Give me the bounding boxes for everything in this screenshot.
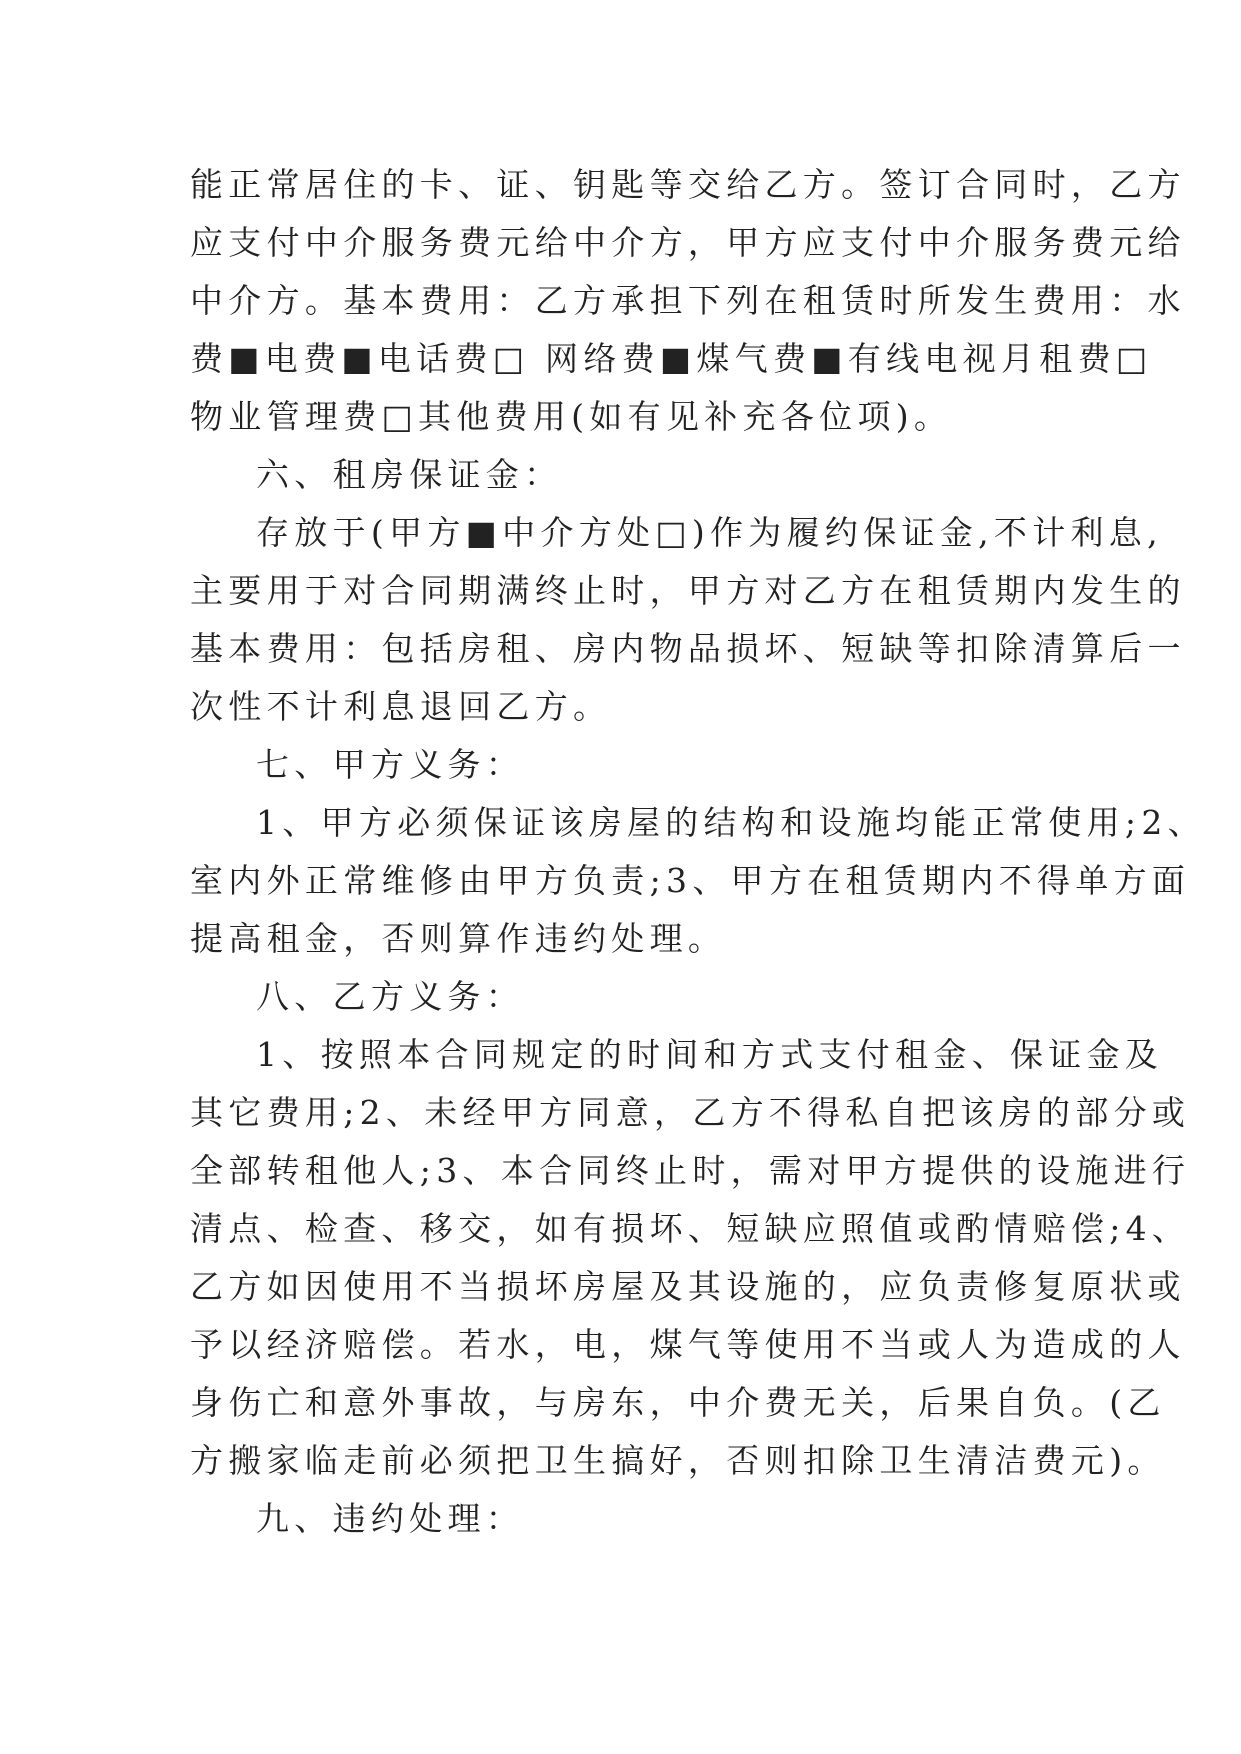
text-line: 应支付中介服务费元给中介方，甲方应支付中介服务费元给 <box>190 223 1186 262</box>
text-line: 清点、检查、移交，如有损坏、短缺应照值或酌情赔偿;4、 <box>190 1209 1191 1248</box>
section-heading-breach: 九、违约处理： <box>256 1499 525 1538</box>
section-heading-deposit: 六、租房保证金： <box>256 455 563 494</box>
text-line: 次性不计利息退回乙方。 <box>190 687 612 726</box>
text-line: 能正常居住的卡、证、钥匙等交给乙方。签订合同时，乙方 <box>190 165 1186 204</box>
text-line: 1、甲方必须保证该房屋的结构和设施均能正常使用;2、 <box>256 803 1206 842</box>
text-line: 中介方。基本费用：乙方承担下列在租赁时所发生费用：水 <box>190 281 1186 320</box>
text-line: 提高租金，否则算作违约处理。 <box>190 919 727 958</box>
text-line: 存放于(甲方■中介方处□)作为履约保证金,不计利息, <box>256 513 1163 552</box>
text-line: 乙方如因使用不当损坏房屋及其设施的，应负责修复原状或 <box>190 1267 1186 1306</box>
text-line: 1、按照本合同规定的时间和方式支付租金、保证金及 <box>256 1035 1164 1074</box>
text-line: 费■电费■电话费□ 网络费■煤气费■有线电视月租费□ <box>190 339 1153 378</box>
text-line: 身伤亡和意外事故，与房东，中介费无关，后果自负。(乙 <box>190 1383 1166 1422</box>
section-heading-party-a-duties: 七、甲方义务： <box>256 745 525 784</box>
text-line: 予以经济赔偿。若水，电，煤气等使用不当或人为造成的人 <box>190 1325 1186 1364</box>
text-line: 物业管理费□其他费用(如有见补充各位项)。 <box>190 397 953 436</box>
text-line: 基本费用：包括房租、房内物品损坏、短缺等扣除清算后一 <box>190 629 1186 668</box>
section-heading-party-b-duties: 八、乙方义务： <box>256 977 525 1016</box>
text-line: 室内外正常维修由甲方负责;3、甲方在租赁期内不得单方面 <box>190 861 1191 900</box>
text-line: 全部转租他人;3、本合同终止时，需对甲方提供的设施进行 <box>190 1151 1191 1190</box>
text-line: 方搬家临走前必须把卫生搞好，否则扣除卫生清洁费元)。 <box>190 1441 1166 1480</box>
text-line: 其它费用;2、未经甲方同意，乙方不得私自把该房的部分或 <box>190 1093 1191 1132</box>
text-line: 主要用于对合同期满终止时，甲方对乙方在租赁期内发生的 <box>190 571 1186 610</box>
